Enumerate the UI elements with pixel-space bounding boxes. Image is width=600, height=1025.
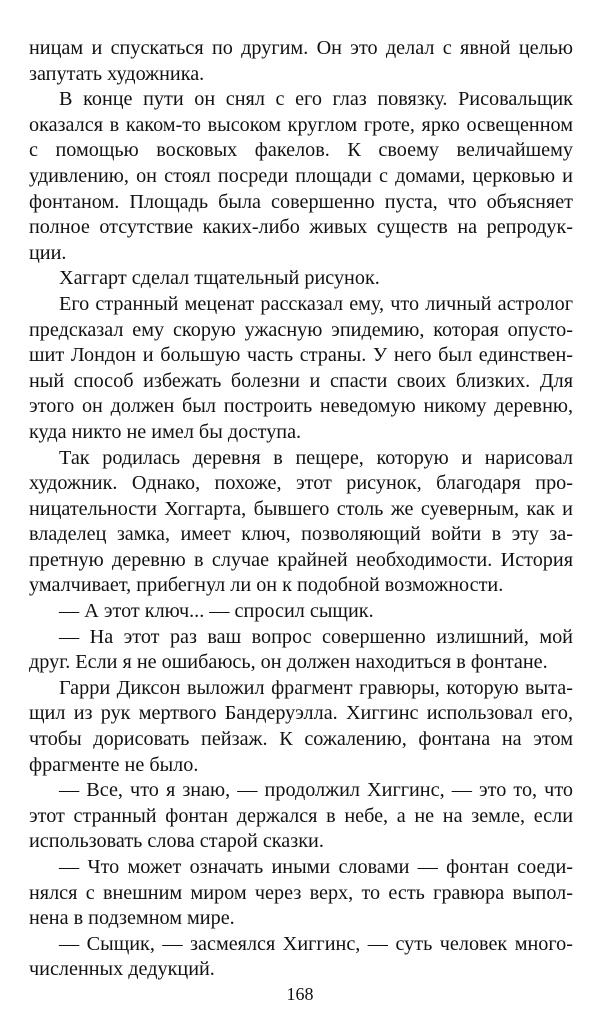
dialogue-line: — На этот раз ваш вопрос совершенно излишний, мой друг. Если я не ошибаюсь, он должен находиться в фонтане. — [29, 625, 573, 674]
dialogue-line: — Все, что я знаю, — продолжил Хиггинс, — это то, что этот странный фонтан держался в небе, а не на земле, если использовать слова старой сказки. — [29, 779, 573, 853]
paragraph: Хаггарт сделал тщательный рисунок. — [59, 267, 380, 290]
page-number: 168 — [286, 984, 314, 1004]
paragraph: Гарри Диксон выложил фрагмент гравюры, которую вытащил из рук мертвого Бандеруэлла. Хиггинс использовал его, чтобы дорисовать пейзаж. К сожалению, фонтана на этом фрагменте не было. — [29, 676, 573, 776]
dialogue-line: — А этот ключ... — спросил сыщик. — [59, 600, 374, 623]
paragraph: В конце пути он снял с его глаз повязку. Рисовальщик оказался в каком-то высоком круглом гроте, ярко освещенном с помощью восковых факелов. К своему величайшему удивлению, он стоял посреди площади с домами, церковью и фонтаном. Площадь была совершенно пуста, что объясняет полное отсутствие каких-либо живых существ на репродукции. — [29, 88, 573, 264]
dialogue-line: — Что может означать иными словами — фонтан соединялся с внешним миром через верх, то есть гравюра выполнена в подземном мире. — [29, 856, 573, 930]
paragraph: Так родилась деревня в пещере, которую и нарисовал художник. Однако, похоже, этот рисунок, благодаря проницательности Хоггарта, бывшего столь же суеверным, как и владелец замка, имеет ключ, позволяющий войти в эту запретную деревню в случае крайней необходимости. История умалчивает, прибегнул ли он к подобной возможности. — [29, 446, 573, 597]
dialogue-line: — Сыщик, — засмеялся Хиггинс, — суть человек многочисленных дедукций. — [29, 932, 573, 981]
paragraph-continuation: ницам и спускаться по другим. Он это делал с явной целью запутать художника. — [29, 37, 573, 85]
paragraph: Его странный меценат рассказал ему, что личный астролог предсказал ему скорую ужасную эпидемию, которая опустошит Лондон и большую часть страны. У него был единственный способ избежать болезни и спасти своих близких. Для этого он должен был построить неведомую никому деревню, куда никто не имел бы доступа. — [29, 292, 573, 443]
page-body — [29, 36, 573, 983]
